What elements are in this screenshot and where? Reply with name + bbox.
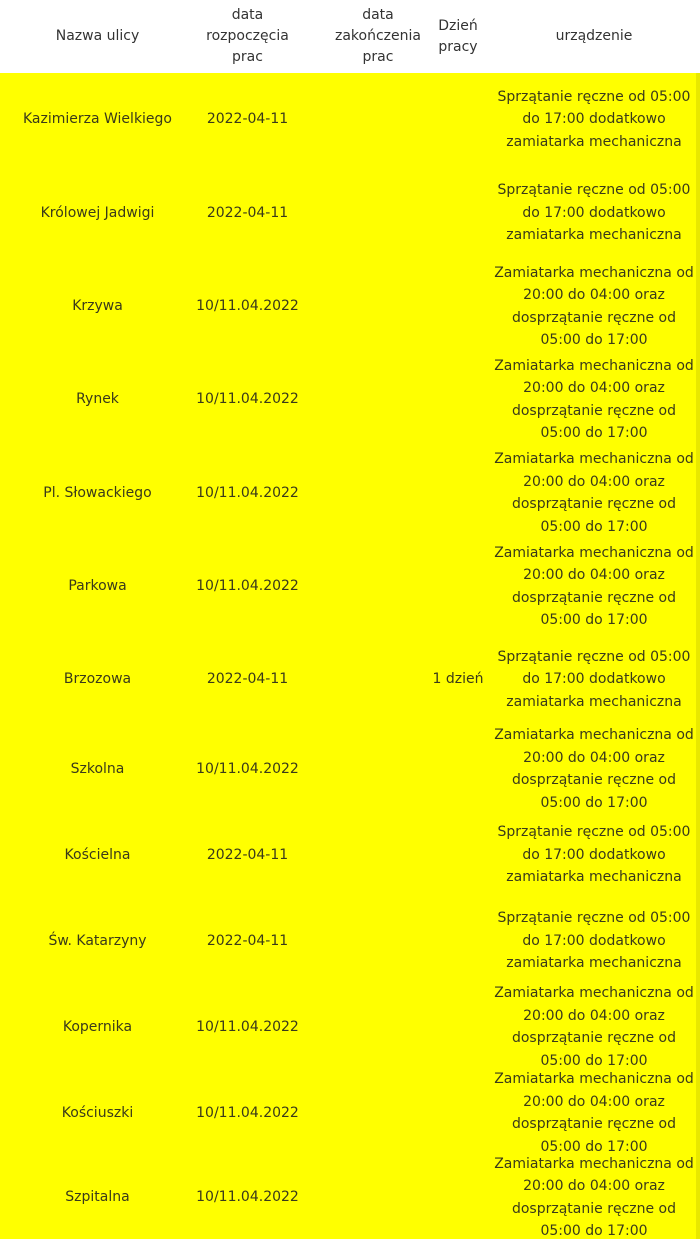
table-row [0, 446, 696, 540]
cell-street-name-text: Krzywa [72, 298, 123, 315]
table-row [0, 1156, 696, 1239]
cell-end-date [318, 446, 438, 540]
table-row [0, 898, 696, 984]
cell-work-day [425, 1156, 491, 1239]
cell-start-date-text: 10/11.04.2022 [196, 298, 299, 315]
table-header [0, 0, 700, 73]
cell-street-name [0, 726, 195, 812]
cell-device [492, 1070, 696, 1156]
cell-device-text: Sprzątanie ręczne od 05:00 do 17:00 dodatkowo zamiatarka mechaniczna [497, 824, 691, 886]
cell-start-date [195, 73, 300, 166]
cell-end-date [318, 812, 438, 898]
cell-device [492, 260, 696, 353]
header-start-date: data rozpoczęcia prac [206, 7, 289, 65]
cell-start-date-text: 2022-04-11 [206, 846, 289, 863]
cell-street-name-text: Brzozowa [63, 671, 132, 688]
cell-end-date [318, 166, 438, 260]
header-device: urządzenie [555, 28, 633, 44]
cell-device-text: Zamiatarka mechaniczna od 20:00 do 04:00 oraz dosprzątanie ręczne od 05:00 do 17:00 [494, 544, 694, 628]
table-row [0, 353, 696, 446]
table-row [0, 1070, 696, 1156]
cell-end-date [318, 898, 438, 984]
cell-work-day [425, 898, 491, 984]
cell-device-text: Sprzątanie ręczne od 05:00 do 17:00 dodatkowo zamiatarka mechaniczna [497, 88, 691, 150]
cell-start-date [195, 898, 300, 984]
cell-start-date [195, 984, 300, 1070]
cell-start-date-text: 2022-04-11 [206, 111, 289, 128]
cell-street-name-text: Kazimierza Wielkiego [22, 111, 173, 128]
cell-street-name [0, 353, 195, 446]
header-end-date: data zakończenia prac [335, 7, 421, 65]
cell-device-text: Sprzątanie ręczne od 05:00 do 17:00 dodatkowo zamiatarka mechaniczna [497, 182, 691, 244]
table-row [0, 812, 696, 898]
cell-start-date-text: 2022-04-11 [206, 204, 289, 221]
cell-start-date [195, 726, 300, 812]
cell-start-date [195, 446, 300, 540]
cell-street-name-text: Kościelna [64, 846, 131, 863]
cell-start-date-text: 10/11.04.2022 [196, 760, 299, 777]
cell-street-name [0, 1070, 195, 1156]
cell-work-day [425, 540, 491, 633]
cell-street-name-text: Szkolna [70, 760, 125, 777]
cell-start-date [195, 166, 300, 260]
cell-device [492, 984, 696, 1070]
cell-device [492, 812, 696, 898]
cell-device-text: Zamiatarka mechaniczna od 20:00 do 04:00 oraz dosprzątanie ręczne od 05:00 do 17:00 [494, 357, 694, 441]
cell-start-date-text: 10/11.04.2022 [196, 1104, 299, 1121]
cell-device-text: Zamiatarka mechaniczna od 20:00 do 04:00 oraz dosprzątanie ręczne od 05:00 do 17:00 [494, 1155, 694, 1239]
cell-work-day [425, 260, 491, 353]
cell-start-date [195, 633, 300, 726]
cell-device [492, 446, 696, 540]
cell-device [492, 898, 696, 984]
cell-device [492, 540, 696, 633]
cell-street-name [0, 446, 195, 540]
cell-street-name [0, 260, 195, 353]
cell-start-date [195, 353, 300, 446]
cell-end-date [318, 540, 438, 633]
cell-end-date [318, 984, 438, 1070]
cell-street-name [0, 540, 195, 633]
table-row [0, 633, 696, 726]
cell-work-day [425, 812, 491, 898]
cell-device-text: Zamiatarka mechaniczna od 20:00 do 04:00 oraz dosprzątanie ręczne od 05:00 do 17:00 [494, 985, 694, 1069]
table-row [0, 984, 696, 1070]
cell-device-text: Zamiatarka mechaniczna od 20:00 do 04:00 oraz dosprzątanie ręczne od 05:00 do 17:00 [494, 1071, 694, 1155]
cell-end-date [318, 726, 438, 812]
table-right-edge [696, 73, 700, 1239]
cell-end-date [318, 1070, 438, 1156]
cell-work-day [425, 353, 491, 446]
table-row [0, 166, 696, 260]
cell-device [492, 633, 696, 726]
table-row [0, 73, 696, 166]
cell-device-text: Zamiatarka mechaniczna od 20:00 do 04:00 oraz dosprzątanie ręczne od 05:00 do 17:00 [494, 264, 694, 348]
cell-work-day [425, 1070, 491, 1156]
cell-start-date-text: 2022-04-11 [206, 932, 289, 949]
header-street-name: Nazwa ulicy [55, 28, 140, 44]
cell-start-date-text: 10/11.04.2022 [196, 484, 299, 501]
cell-street-name [0, 812, 195, 898]
cell-work-day [425, 633, 491, 726]
cell-work-day-text: 1 dzień [432, 671, 484, 688]
cell-start-date-text: 10/11.04.2022 [196, 391, 299, 408]
cell-start-date [195, 540, 300, 633]
cell-start-date [195, 812, 300, 898]
cell-start-date-text: 10/11.04.2022 [196, 1189, 299, 1206]
cell-device-text: Sprzątanie ręczne od 05:00 do 17:00 dodatkowo zamiatarka mechaniczna [497, 910, 691, 972]
cell-end-date [318, 353, 438, 446]
table-body [0, 73, 696, 1239]
cell-street-name [0, 73, 195, 166]
cell-street-name-text: Królowej Jadwigi [40, 204, 155, 221]
cell-street-name [0, 1156, 195, 1239]
cell-street-name [0, 166, 195, 260]
cell-device [492, 726, 696, 812]
cell-device-text: Zamiatarka mechaniczna od 20:00 do 04:00 oraz dosprzątanie ręczne od 05:00 do 17:00 [494, 451, 694, 535]
cell-start-date [195, 260, 300, 353]
cell-device-text: Zamiatarka mechaniczna od 20:00 do 04:00 oraz dosprzątanie ręczne od 05:00 do 17:00 [494, 727, 694, 811]
cell-device [492, 1156, 696, 1239]
cell-street-name-text: Pl. Słowackiego [43, 484, 152, 501]
cell-street-name-text: Szpitalna [65, 1189, 130, 1206]
cell-work-day [425, 984, 491, 1070]
cell-street-name-text: Kościuszki [61, 1104, 134, 1121]
cell-end-date [318, 73, 438, 166]
table-row [0, 540, 696, 633]
cell-start-date-text: 2022-04-11 [206, 671, 289, 688]
cell-start-date-text: 10/11.04.2022 [196, 578, 299, 595]
cell-street-name [0, 984, 195, 1070]
cell-street-name-text: Rynek [76, 391, 119, 408]
cell-work-day [425, 726, 491, 812]
cell-device [492, 73, 696, 166]
cell-start-date [195, 1070, 300, 1156]
cell-work-day [425, 446, 491, 540]
cell-street-name-text: Parkowa [68, 578, 127, 595]
cell-device [492, 166, 696, 260]
table-row [0, 726, 696, 812]
table-row [0, 260, 696, 353]
cell-start-date-text: 10/11.04.2022 [196, 1018, 299, 1035]
cell-street-name-text: Św. Katarzyny [48, 932, 147, 949]
cell-end-date [318, 633, 438, 726]
cell-work-day [425, 166, 491, 260]
header-work-day: Dzień pracy [438, 17, 478, 55]
cell-device [492, 353, 696, 446]
cell-end-date [318, 1156, 438, 1239]
cell-work-day [425, 73, 491, 166]
cell-street-name-text: Kopernika [62, 1018, 133, 1035]
cell-street-name [0, 898, 195, 984]
cell-device-text: Sprzątanie ręczne od 05:00 do 17:00 dodatkowo zamiatarka mechaniczna [497, 648, 691, 710]
cell-street-name [0, 633, 195, 726]
cell-end-date [318, 260, 438, 353]
cell-start-date [195, 1156, 300, 1239]
